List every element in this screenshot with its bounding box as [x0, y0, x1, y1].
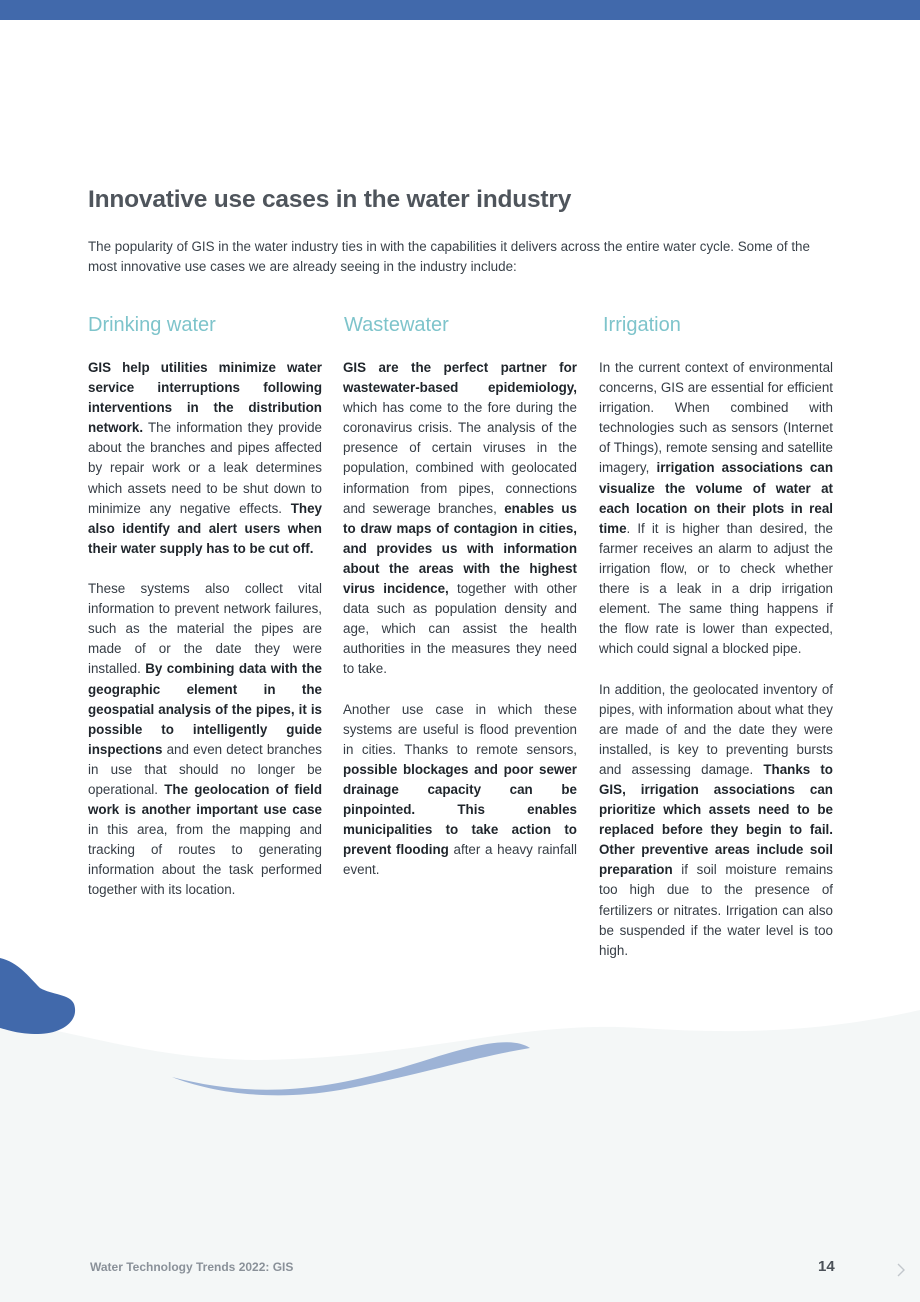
bold-text-run: The geolocation of field work is another important use case [88, 781, 323, 818]
column-heading-wastewater: Wastewater [344, 314, 449, 336]
column-irrigation [599, 358, 833, 981]
column-drinking-water [88, 358, 322, 921]
top-bar [0, 0, 920, 20]
column-paragraph [88, 358, 322, 559]
column-heading-drinking-water: Drinking water [88, 314, 216, 336]
text-run: These systems also collect vital information to prevent network failures, such as the material the pipes are made of or the date they were installed. [88, 581, 322, 677]
column-paragraph [599, 680, 833, 961]
text-run: if soil moisture remains too high due to the presence of fertilizers or nitrates. Irrigation can also be suspended if the water level is too high. [599, 862, 833, 958]
column-paragraph [343, 700, 577, 881]
column-paragraph [599, 358, 833, 659]
page-title: Innovative use cases in the water industry [88, 186, 572, 213]
column-heading-irrigation: Irrigation [603, 314, 681, 336]
wave-dark-blue [0, 958, 75, 1034]
footer-title: Water Technology Trends 2022: GIS [90, 1260, 294, 1274]
bold-text-run: irrigation associations can visualize the volume of water at each location on their plots in real time [599, 460, 833, 536]
column-paragraph [343, 358, 577, 680]
decorative-waves [0, 940, 920, 1302]
chevron-right-icon[interactable] [894, 1261, 908, 1279]
bold-text-run: They also identify and alert users when their water supply has to be cut off. [88, 500, 322, 556]
bold-text-run: Thanks to GIS, irrigation associations can prioritize which assets need to be replaced before they begin to fail. Other preventive areas include soil preparation [599, 761, 833, 878]
text-run: In the current context of environmental concerns, GIS are essential for efficient irrigation. When combined with technologies such as sensors (Internet of Things), remote sensing and satellite imagery, [599, 360, 833, 476]
column-wastewater [343, 358, 577, 901]
bold-text-run: By combining data with the geographic element in the geospatial analysis of the pipes, it is possible to intelligently guide inspections [88, 661, 322, 757]
text-run: after a heavy rainfall event. [343, 842, 577, 878]
intro-paragraph: The popularity of GIS in the water industry ties in with the capabilities it delivers across the entire water cycle. Some of the most innovative use cases we are already seeing in the industry include: [88, 239, 810, 274]
page-number: 14 [818, 1258, 835, 1275]
text-run: and even detect branches in use that should no longer be operational. [88, 741, 322, 797]
bold-text-run: possible blockages and poor sewer drainage capacity can be pinpointed. This enables municipalities to take action to prevent flooding [343, 761, 577, 858]
text-run: In addition, the geolocated inventory of pipes, with information about what they are made of and the date they were installed, is key to preventing bursts and assessing damage. [599, 681, 833, 777]
text-run: which has come to the fore during the coronavirus crisis. The analysis of the presence of certain viruses in the population, combined with geolocated information from pipes, connections and sewerage branches, [343, 400, 577, 516]
bold-text-run: GIS help utilities minimize water service interruptions following interventions in the distribution network. [88, 360, 322, 436]
text-run: in this area, from the mapping and tracking of routes to generating information about the task performed together with its location. [88, 822, 322, 898]
bold-text-run: GIS are the perfect partner for wastewater-based epidemiology, [343, 360, 577, 396]
bold-text-run: enables us to draw maps of contagion in cities, and provides us with information about the areas with the highest virus incidence, [343, 500, 578, 597]
text-run: together with other data such as population density and age, which can assist the health authorities in the measures they need to take. [343, 581, 577, 677]
text-run: The information they provide about the branches and pipes affected by repair work or a leak determines which assets need to be shut down to minimize any negative effects. [88, 420, 322, 516]
text-run: Another use case in which these systems are useful is flood prevention in cities. Thanks to remote sensors, [343, 701, 577, 757]
text-run: . If it is higher than desired, the farmer receives an alarm to adjust the irrigation flow, or to check whether there is a leak in a drip irrigation element. The same thing happens if the flow rate is lower than expected, which could signal a blocked pipe. [599, 520, 833, 657]
column-paragraph [88, 579, 322, 901]
